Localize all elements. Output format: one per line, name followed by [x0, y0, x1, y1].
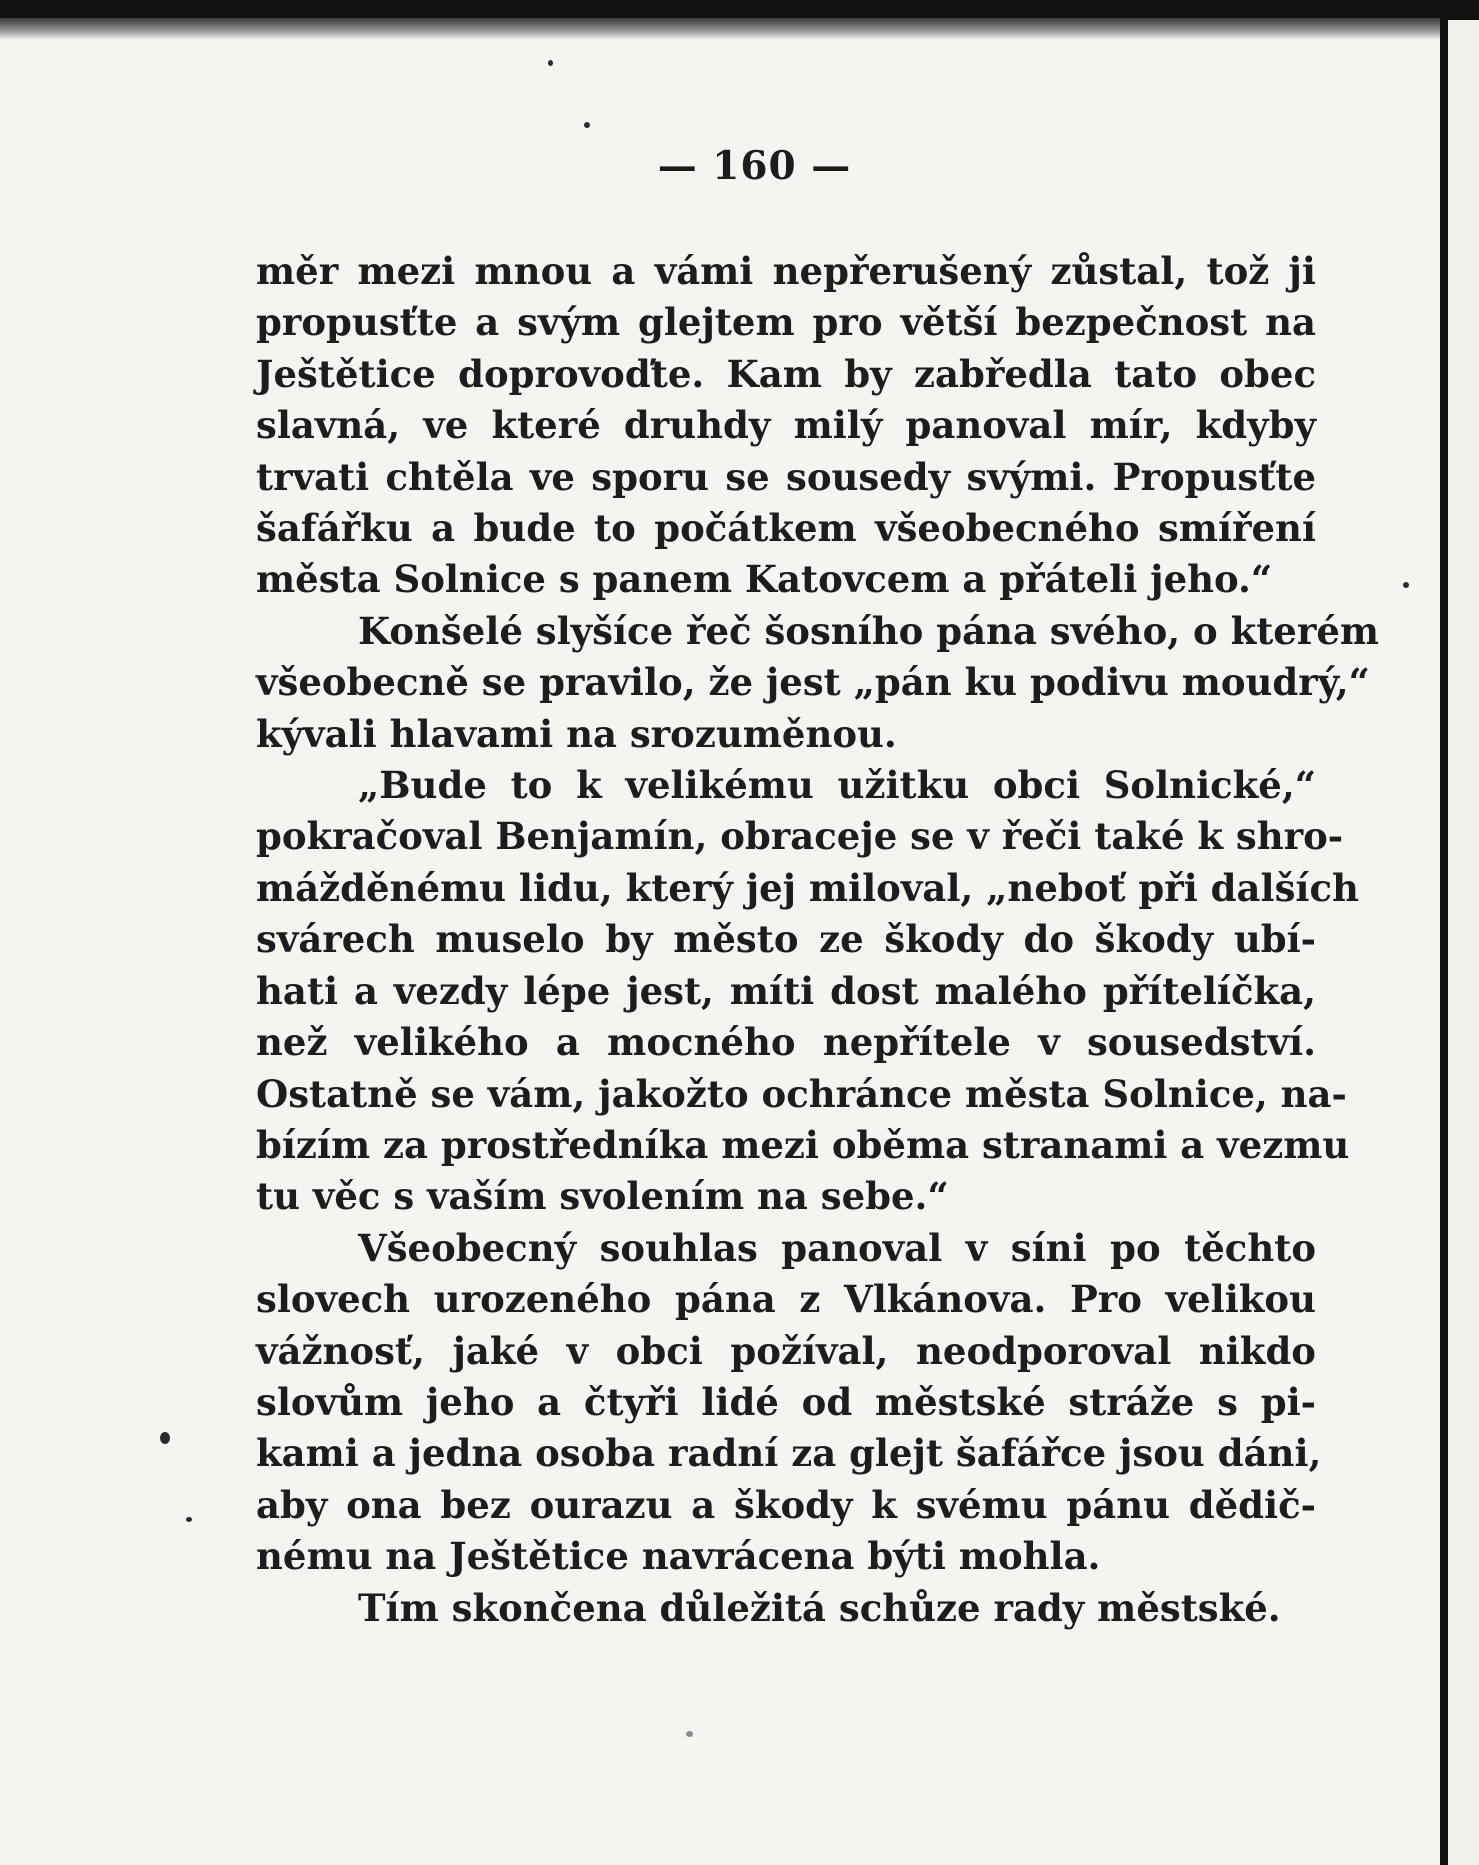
ink-speck: [1403, 582, 1409, 588]
text-line: vážnosť, jaké v obci požíval, neodporoval nikdo: [256, 1328, 1316, 1373]
text-line: slavná, ve které druhdy milý panoval mír, kdyby: [256, 403, 1316, 448]
adjacent-page-edge: [1448, 20, 1479, 1865]
text-line: nému na Ještětice navrácena býti mohla.: [256, 1534, 1101, 1579]
text-line: Tím skončena důležitá schůze rady městské.: [358, 1585, 1281, 1630]
text-line: všeobecně se pravilo, že jest „pán ku podivu moudrý,“: [256, 660, 1370, 705]
text-line: hati a vezdy lépe jest, míti dost malého přítelíčka,: [256, 968, 1316, 1013]
text-line: Ještětice doprovoďte. Kam by zabředla tato obec: [256, 351, 1316, 396]
ink-speck: [160, 1432, 170, 1444]
text-line: mážděnému lidu, který jej miloval, „neboť při dalších: [256, 865, 1359, 910]
text-line: Konšelé slyšíce řeč šosního pána svého, o kterém: [358, 608, 1380, 653]
ink-speck: [548, 60, 553, 66]
text-line: slovům jeho a čtyři lidé od městské stráže s pi-: [256, 1379, 1316, 1424]
text-line: měr mezi mnou a vámi nepřerušený zůstal, tož ji: [256, 249, 1316, 293]
text-line: „Bude to k velikému užitku obci Solnické,“: [358, 763, 1316, 808]
text-line: aby ona bez ourazu a škody k svému pánu dědič-: [256, 1482, 1316, 1527]
text-line: kývali hlavami na srozuměnou.: [256, 711, 897, 756]
text-line: trvati chtěla ve sporu se sousedy svými. Propusťte: [256, 454, 1316, 499]
text-line: šafářku a bude to počátkem všeobecného smíření: [256, 506, 1316, 551]
page-text: [256, 246, 1380, 1634]
text-line: svárech muselo by město ze škody do škody ubí-: [256, 917, 1316, 962]
text-line: města Solnice s panem Katovcem a přáteli jeho.“: [256, 557, 1273, 602]
text-line: pokračoval Benjamín, obraceje se v řeči také k shro-: [256, 814, 1344, 859]
text-line: než velikého a mocného nepřítele v sousedství.: [256, 1020, 1316, 1065]
text-line: Ostatně se vám, jakožto ochránce města Solnice, na-: [256, 1071, 1347, 1116]
text-line: bízím za prostředníka mezi oběma stranami a vezmu: [256, 1122, 1350, 1167]
ink-speck: [584, 122, 590, 128]
text-line: kami a jedna osoba radní za glejt šafářce jsou dáni,: [256, 1431, 1322, 1476]
ink-speck: [186, 1517, 192, 1522]
ink-speck: [686, 1731, 693, 1737]
text-line: propusťte a svým glejtem pro větší bezpečnost na: [256, 300, 1316, 345]
page-top-edge: [0, 18, 1440, 40]
text-line: Všeobecný souhlas panoval v síni po těchto: [358, 1225, 1316, 1270]
page-number: — 160 —: [657, 143, 852, 189]
text-line: tu věc s vaším svolením na sebe.“: [256, 1174, 949, 1219]
text-line: slovech urozeného pána z Vlkánova. Pro velikou: [256, 1277, 1316, 1322]
